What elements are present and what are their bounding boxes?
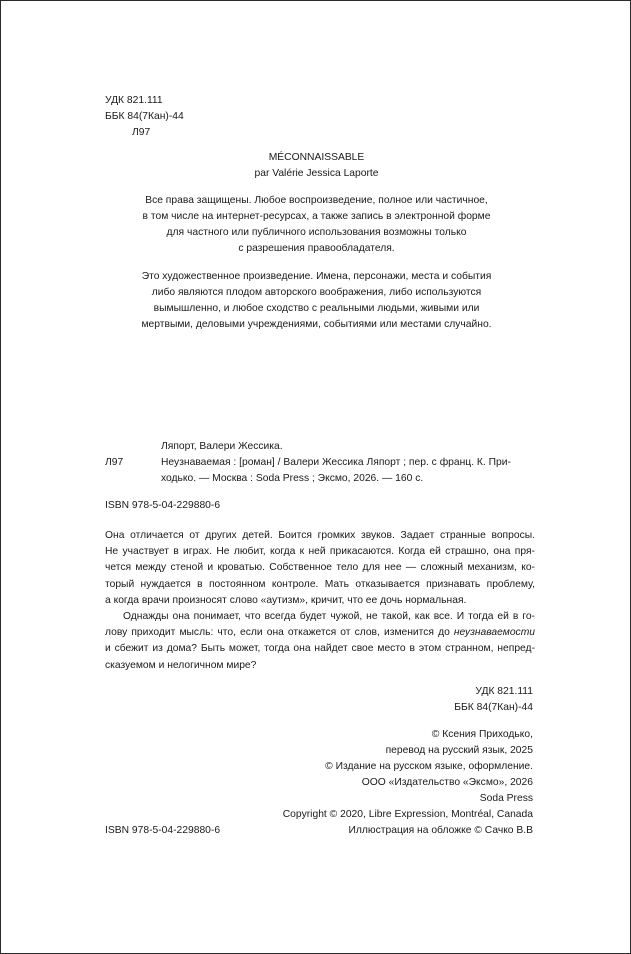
annotation-emphasis: неузнаваемости: [453, 627, 535, 639]
bbk-bottom: ББК 84(7Кан)-44: [454, 702, 533, 713]
rights-line: для частного или публичного использования возможны только: [166, 227, 467, 238]
annotation-line: Не участвует в играх. Не любит, когда к ней прикасаются. Когда ей страшно, она пря-: [105, 546, 535, 558]
annotation: [105, 528, 535, 674]
disclaimer-line: вымышленно, и любое сходство с реальными людьми, живыми или: [153, 303, 480, 314]
annotation-line: и сбежит из дома? Быть может, тогда она найдет свое место в этом странном, непред-: [105, 643, 535, 655]
author-mark-top: Л97: [132, 127, 151, 138]
annotation-line: Однажды она понимает, что всегда будет чужой, не такой, как все. И тогда ей в го-: [123, 611, 535, 623]
rights-line: в том числе на интернет-ресурсах, а также запись в электронной форме: [142, 211, 491, 222]
annotation-line: Она отличается от других детей. Боится громких звуков. Задает странные вопросы.: [105, 530, 535, 541]
annotation-line: а когда врачи произносят слово «аутизм», кричит, что ее дочь нормальная.: [105, 594, 467, 606]
annotation-line: торый нуждается в постоянном контроле. Мать отказывается признавать проблему,: [105, 578, 535, 590]
disclaimer-line: мертвыми, деловыми учреждениями, событиями или местами случайно.: [141, 319, 492, 330]
disclaimer-line: Это художественное произведение. Имена, персонажи, места и события: [141, 271, 492, 282]
annotation-line: сказуемом и нелогичном мире?: [105, 659, 257, 671]
original-title: MÉCONNAISSABLE: [268, 152, 365, 163]
biblio-description: [161, 455, 535, 487]
annotation-text: лову приходит мысль: что, если она откажется от слов, изменится до: [105, 627, 454, 639]
annotation-line: чется между стеной и кроватью. Собственное тело для нее — сложный механизм, ко-: [105, 562, 535, 574]
biblio-line: Неузнаваемая : [роман] / Валери Жессика Ляпорт ; пер. с франц. К. При-: [161, 457, 511, 468]
bbk-top: ББК 84(7Кан)-44: [105, 111, 184, 122]
isbn-bottom: ISBN 978-5-04-229880-6: [105, 825, 221, 836]
copyright-line: © Ксения Приходько,: [431, 729, 533, 740]
copyright-line: Иллюстрация на обложке © Сачко В.В: [348, 825, 533, 836]
udk-top: УДК 821.111: [105, 95, 163, 106]
copyright-line: ООО «Издательство «Эксмо», 2026: [361, 777, 533, 788]
copyright-line: перевод на русский язык, 2025: [385, 745, 533, 756]
udk-bottom: УДК 821.111: [475, 686, 533, 697]
copyright-line: Soda Press: [479, 793, 533, 804]
copyright-line: © Издание на русском языке, оформление.: [325, 761, 533, 772]
biblio-line: ходько. — Москва : Soda Press ; Эксмо, 2026. — 160 с.: [161, 473, 424, 485]
annotation-line: [105, 625, 535, 641]
rights-line: Все права защищены. Любое воспроизведение, полное или частичное,: [145, 195, 488, 206]
biblio-heading: Ляпорт, Валери Жессика.: [161, 441, 283, 452]
original-author: par Valérie Jessica Laporte: [254, 168, 379, 179]
isbn-top: ISBN 978-5-04-229880-6: [105, 500, 221, 511]
biblio-author-mark: Л97: [105, 457, 124, 468]
copyright-line: Copyright © 2020, Libre Expression, Montréal, Canada: [282, 809, 533, 820]
rights-line: с разрешения правообладателя.: [238, 243, 395, 254]
disclaimer-line: либо являются плодом авторского воображения, либо используются: [151, 287, 482, 298]
